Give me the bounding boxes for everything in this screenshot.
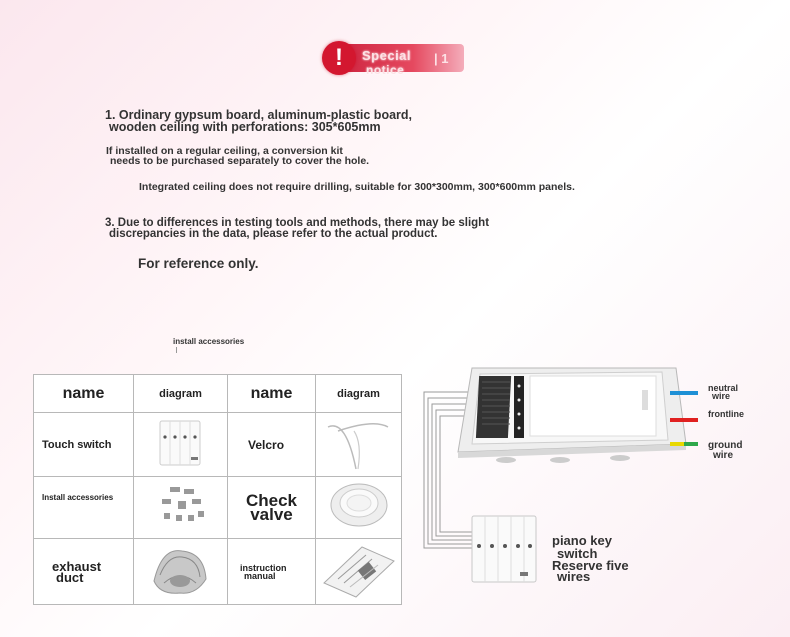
ground-wire-label-line2: wire xyxy=(713,450,734,461)
heater-panel xyxy=(458,368,686,463)
install-accessories-image xyxy=(134,477,228,539)
note-integrated: Integrated ceiling does not require drilling, suitable for 300*300mm, 300*600mm panels. xyxy=(139,181,575,193)
reference-note: For reference only. xyxy=(138,256,259,271)
instruction-manual-label-line1: instruction xyxy=(240,562,287,573)
exhaust-duct-icon xyxy=(134,539,228,599)
piano-switch-label-line1: piano key xyxy=(552,533,612,548)
notice-title-line2: notice xyxy=(366,63,405,77)
note-3-line2: discrepancies in the data, please refer to the actual product. xyxy=(109,228,438,240)
check-valve-label-line2: valve xyxy=(250,504,293,524)
exclamation-icon: ! xyxy=(322,41,356,75)
piano-switch-label-line3: Reserve five xyxy=(552,558,629,573)
accessories-table xyxy=(33,374,402,605)
instruction-manual-label-line2: manual xyxy=(244,570,276,581)
header-diagram-1: diagram xyxy=(134,375,228,413)
table-row xyxy=(34,539,402,605)
instruction-manual-image xyxy=(316,539,402,605)
neutral-wire-label-line2: wire xyxy=(712,391,731,401)
manual-icon xyxy=(316,539,402,599)
velcro-icon xyxy=(316,413,402,471)
piano-switch-label-line2: switch xyxy=(557,546,598,561)
table-header-row xyxy=(34,375,402,413)
table-row xyxy=(34,477,402,539)
piano-switch-image xyxy=(472,516,536,582)
header-name-1: name xyxy=(34,375,134,413)
note-2-line2: needs to be purchased separately to cover the hole. xyxy=(110,155,370,167)
ground-wire-green xyxy=(684,442,698,446)
check-valve-image xyxy=(316,477,402,539)
check-valve-label-line1: Check xyxy=(245,490,298,510)
table-row xyxy=(34,413,402,477)
exhaust-duct-label-cell xyxy=(34,539,134,605)
velcro-label: Velcro xyxy=(228,413,316,477)
neutral-wire-line xyxy=(670,391,698,395)
note-1-line2: wooden ceiling with perforations: 305*605mm xyxy=(109,120,381,134)
accessories-title: install accessories xyxy=(173,337,245,346)
ground-wire-yellow xyxy=(670,442,684,446)
note-1-line1: 1. Ordinary gypsum board, aluminum-plastic board, xyxy=(105,108,413,122)
check-valve-label-cell xyxy=(228,477,316,539)
header-name-2: name xyxy=(228,375,316,413)
piano-switch-label-line4: wires xyxy=(557,569,591,584)
notice-title-line1: Special xyxy=(362,48,412,63)
velcro-image xyxy=(316,413,402,477)
touch-switch-label: Touch switch xyxy=(34,413,134,477)
front-wire-line xyxy=(670,418,698,422)
ground-wire-label-line1: ground xyxy=(708,440,743,451)
screws-icon xyxy=(134,477,228,533)
exhaust-duct-label-line1: exhaust xyxy=(52,558,102,574)
frontline-label: frontline xyxy=(708,409,744,419)
title-tick xyxy=(176,347,177,353)
install-accessories-label: Install accessories xyxy=(34,477,134,539)
neutral-wire-label-line1: neutral xyxy=(708,383,739,393)
exhaust-duct-label-line2: duct xyxy=(56,569,84,585)
check-valve-icon xyxy=(316,477,402,533)
notice-marks: | 1 xyxy=(434,51,449,66)
note-2-line1: If installed on a regular ceiling, a conversion kit xyxy=(106,145,343,157)
note-3-line1: 3. Due to differences in testing tools and methods, there may be slight xyxy=(105,217,490,229)
touch-switch-image xyxy=(134,413,228,477)
instruction-manual-label-cell xyxy=(228,539,316,605)
exhaust-duct-image xyxy=(134,539,228,605)
special-notice-banner xyxy=(322,41,464,75)
touch-switch-icon xyxy=(134,413,228,471)
header-diagram-2: diagram xyxy=(316,375,402,413)
